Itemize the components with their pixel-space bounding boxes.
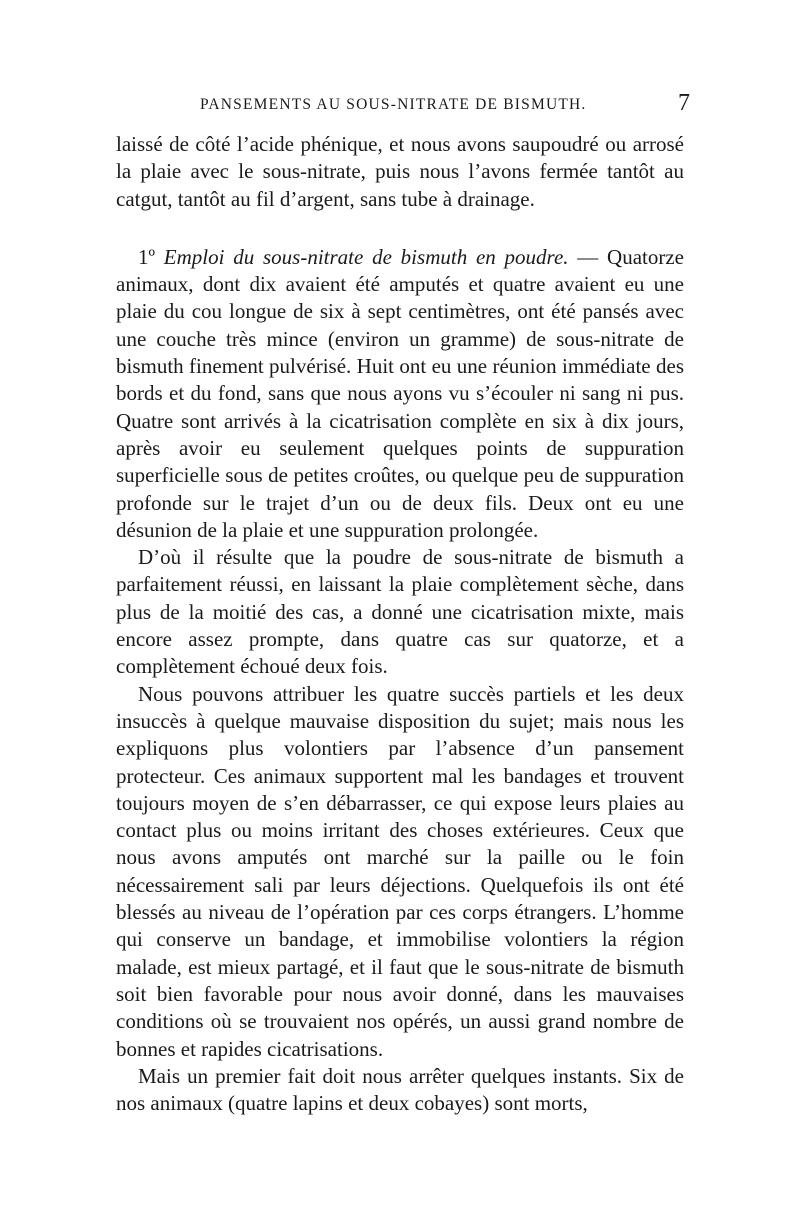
section-title: Emploi du sous-nitrate de bismuth en poudre. (163, 244, 569, 269)
section-number: 1º (138, 244, 156, 269)
paragraph-continuation: laissé de côté l’acide phénique, et nous avons saupoudré ou arrosé la plaie avec le sous-nitrate, puis nous l’avons fermée tantôt au catgut, tantôt au fil d’argent, sans tube à drainage. (116, 132, 684, 211)
paragraph-explanation: Nous pouvons attribuer les quatre succès partiels et les deux insuccès à quelque mauvaise disposition du sujet; mais nous les expliquons plus volontiers par l’absence d’un pansement protecteur. Ces animaux supportent mal les bandages et trouvent toujours moyen de s’en débarrasser, ce qui expose leurs plaies au contact plus ou moins irritant des choses extérieures. Ceux que nous avons amputés ont marché sur la paille ou le foin nécessairement sali par leurs déjections. Quelquefois ils ont été blessés au niveau de l’opération par ces corps étrangers. L’homme qui conserve un bandage, et immobilise volontiers la région malade, est mieux partagé, et il faut que le sous-nitrate de bismuth soit bien favorable pour nous avoir donné, dans les mauvaises conditions où se trouvaient nos opérés, un aussi grand nombre de bonnes et rapides cicatrisations. (116, 681, 684, 1061)
section-text: — Quatorze animaux, dont dix avaient été amputés et quatre avaient eu une plaie du cou longue de six à sept centimètres, ont été pansés avec une couche très mince (environ un gramme) de sous-nitrate de bismuth finement pulvérisé. Huit ont eu une réunion immédiate des bords et du fond, sans que nous ayons vu s’écouler ni sang ni pus. Quatre sont arrivés à la cicatrisation complète en six à dix jours, après avoir eu seulement quelques points de suppuration superficielle sous de petites croûtes, ou quelque peu de suppuration profonde sur le trajet d’un ou de deux fils. Deux ont eu une désunion de la plaie et une suppuration prolongée. (116, 244, 685, 542)
paragraph-conclusion: D’où il résulte que la poudre de sous-nitrate de bismuth a parfaitement réussi, en laissant la plaie complètement sèche, dans plus de la moitié des cas, a donné une cicatrisation mixte, mais encore assez prompte, dans quatre cas sur quatorze, et a complètement échoué deux fois. (116, 545, 684, 679)
section-gap (116, 213, 684, 244)
running-title: PANSEMENTS AU SOUS-NITRATE DE BISMUTH. (200, 96, 587, 113)
page-number: 7 (678, 90, 690, 116)
paragraph-section-1 (116, 244, 684, 544)
running-header (200, 90, 700, 116)
body-text (116, 131, 684, 1117)
paragraph-deaths: Mais un premier fait doit nous arrêter quelques instants. Six de nos animaux (quatre lapins et deux cobayes) sont morts, (116, 1063, 684, 1116)
